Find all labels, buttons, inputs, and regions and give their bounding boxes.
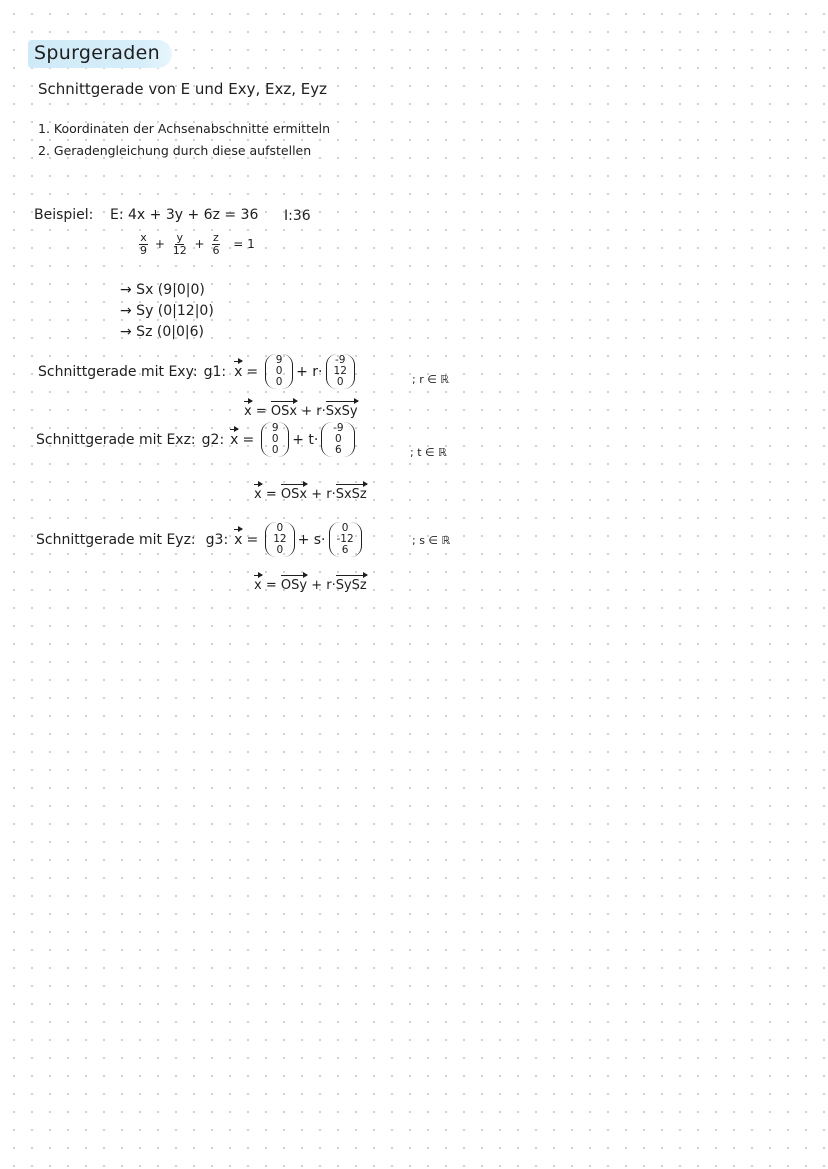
g1-direction-vector: -9 12 0 [326,354,355,389]
fraction-z: $\frac{z}{6}$ [212,231,220,257]
line-g2: Schnittgerade mit Exz: g2: x = 9 0 0 + t· -9 0 6 [36,422,358,457]
step-2: 2. Geradengleichung durch diese aufstellen [38,143,312,158]
g3-name: g3: [205,531,229,548]
g1-domain: ; r ∈ ℝ [412,373,450,386]
step-1: 1. Koordinaten der Achsenabschnitte ermitteln [38,121,331,136]
point-sx: → Sx (9|0|0) [120,282,205,298]
fraction-y: $\frac{y}{12}$ [172,231,187,257]
g2-x-vector: x [230,431,239,448]
line-g3: Schnittgerade mit Eyz: g3: x = 0 12 0 + s· 0 -12 6 [36,522,365,557]
g2-support-vector: 9 0 0 [261,422,289,457]
g1-support-vector: 9 0 0 [265,354,293,389]
g1-label: Schnittgerade mit Exy: [38,363,198,380]
example-label: Beispiel: [34,207,94,223]
g1-name: g1: [203,363,227,380]
g3-x-vector: x [234,531,243,548]
line-g1: Schnittgerade mit Exy: g1: x = 9 0 0 + r· -9 12 0 [38,354,358,389]
g2-line2: x = OSx + r·SxSz [254,487,367,502]
g2-domain: ; t ∈ ℝ [410,446,447,459]
g2-label: Schnittgerade mit Exz: [36,431,196,448]
g3-support-vector: 0 12 0 [265,522,294,557]
subtitle: Schnittgerade von E und Exy, Exz, Eyz [38,80,327,98]
plane-equation: E: 4x + 3y + 6z = 36 [110,207,259,223]
g3-direction-vector: 0 -12 6 [329,522,362,557]
intercept-form: $\frac{x}{9}$ + $\frac{y}{12}$ + $\frac{z}{6}$ = 1 [140,231,255,257]
fraction-x: $\frac{x}{9}$ [140,231,147,257]
g1-x-vector: x [234,363,243,380]
g2-name: g2: [201,431,225,448]
point-sz: → Sz (0|0|6) [120,324,204,340]
g3-label: Schnittgerade mit Eyz: [36,531,196,548]
g3-line2: x = OSy + r·SySz [254,578,367,593]
division-note: I:36 [284,208,311,224]
g1-line2: x = OSx + r·SxSy [244,404,358,419]
page-title: Spurgeraden [28,40,172,68]
g3-domain: ; s ∈ ℝ [412,534,451,547]
point-sy: → Sy (0|12|0) [120,303,214,319]
g2-direction-vector: -9 0 6 [321,422,355,457]
